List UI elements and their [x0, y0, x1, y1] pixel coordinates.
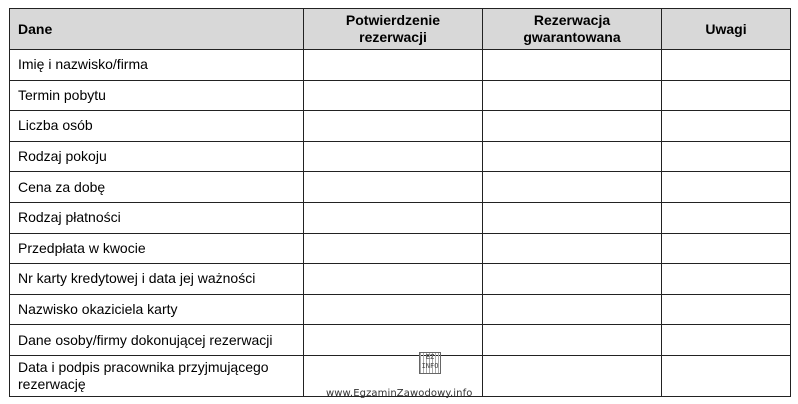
header-uwagi: Uwagi [662, 9, 791, 50]
header-gwarantowana: Rezerwacja gwarantowana [483, 9, 662, 50]
table-row [10, 325, 791, 356]
cell-uwagi[interactable] [662, 355, 791, 396]
cell-potwierdzenie[interactable] [304, 233, 483, 264]
cell-gwarantowana[interactable] [483, 172, 662, 203]
header-row [10, 9, 791, 50]
header-dane: Dane [10, 9, 304, 50]
row-label: Rodzaj płatności [10, 202, 304, 233]
cell-potwierdzenie[interactable] [304, 111, 483, 142]
cell-uwagi[interactable] [662, 172, 791, 203]
row-label: Data i podpis pracownika przyjmującego rezerwację [10, 355, 304, 396]
row-label: Imię i nazwisko/firma [10, 50, 304, 81]
cell-gwarantowana[interactable] [483, 233, 662, 264]
table-row [10, 264, 791, 295]
row-label: Nazwisko okaziciela karty [10, 294, 304, 325]
cell-potwierdzenie[interactable] [304, 172, 483, 203]
cell-gwarantowana[interactable] [483, 141, 662, 172]
cell-potwierdzenie[interactable] [304, 264, 483, 295]
table-row [10, 172, 791, 203]
cell-gwarantowana[interactable] [483, 202, 662, 233]
cell-uwagi[interactable] [662, 325, 791, 356]
cell-uwagi[interactable] [662, 111, 791, 142]
table-row [10, 111, 791, 142]
cell-potwierdzenie[interactable] [304, 50, 483, 81]
cell-gwarantowana[interactable] [483, 294, 662, 325]
row-label: Rodzaj pokoju [10, 141, 304, 172]
table-row [10, 80, 791, 111]
cell-uwagi[interactable] [662, 264, 791, 295]
cell-gwarantowana[interactable] [483, 111, 662, 142]
cell-gwarantowana[interactable] [483, 264, 662, 295]
row-label: Nr karty kredytowej i data jej ważności [10, 264, 304, 295]
row-label: Przedpłata w kwocie [10, 233, 304, 264]
cell-gwarantowana[interactable] [483, 80, 662, 111]
cell-potwierdzenie[interactable] [304, 294, 483, 325]
row-label: Termin pobytu [10, 80, 304, 111]
cell-gwarantowana[interactable] [483, 50, 662, 81]
row-label: Cena za dobę [10, 172, 304, 203]
cell-potwierdzenie[interactable] [304, 202, 483, 233]
cell-uwagi[interactable] [662, 233, 791, 264]
cell-uwagi[interactable] [662, 202, 791, 233]
row-label: Liczba osób [10, 111, 304, 142]
watermark-text: www.EgzaminZawodowy.info [326, 388, 473, 399]
cell-potwierdzenie[interactable] [304, 325, 483, 356]
row-label: Dane osoby/firmy dokonującej rezerwacji [10, 325, 304, 356]
cell-potwierdzenie[interactable] [304, 80, 483, 111]
cell-uwagi[interactable] [662, 80, 791, 111]
cell-uwagi[interactable] [662, 294, 791, 325]
table-row [10, 202, 791, 233]
cell-uwagi[interactable] [662, 50, 791, 81]
header-potwierdzenie: Potwierdzenie rezerwacji [304, 9, 483, 50]
cell-gwarantowana[interactable] [483, 325, 662, 356]
table-row [10, 50, 791, 81]
table-row [10, 233, 791, 264]
watermark-logo-icon: EZ INFO [419, 352, 441, 374]
cell-uwagi[interactable] [662, 141, 791, 172]
table-row [10, 141, 791, 172]
table-row [10, 294, 791, 325]
cell-gwarantowana[interactable] [483, 355, 662, 396]
reservation-table [9, 8, 791, 397]
cell-potwierdzenie[interactable] [304, 141, 483, 172]
